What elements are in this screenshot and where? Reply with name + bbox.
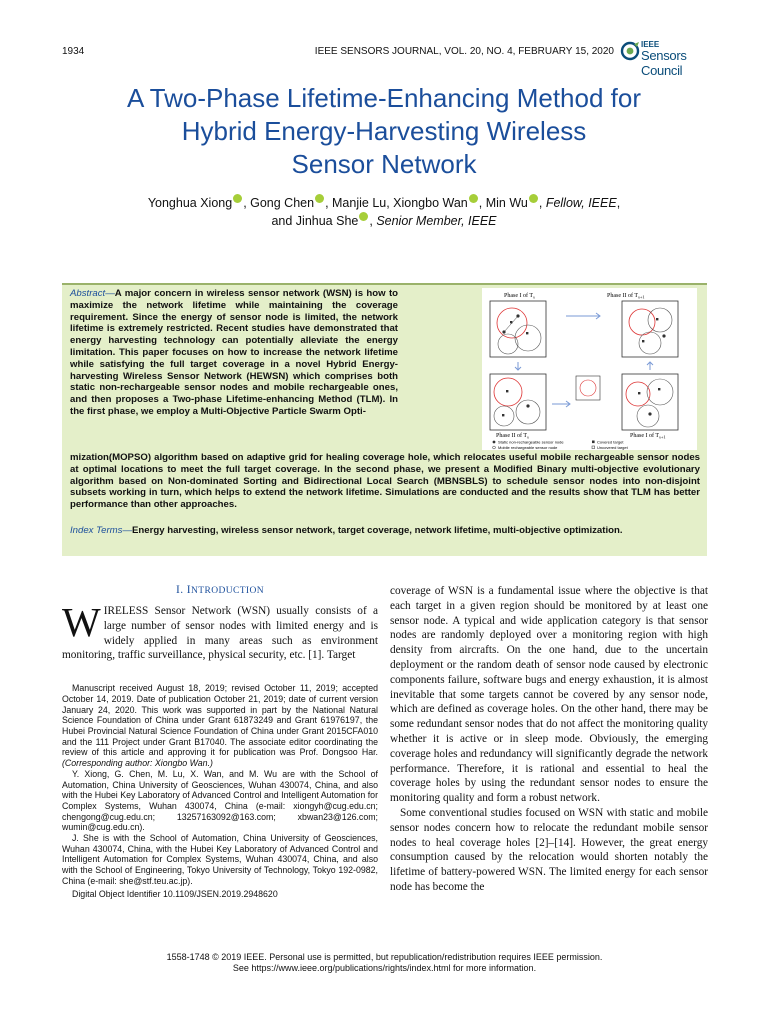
- intro-paragraph-text: IRELESS Sensor Network (WSN) usually consists of a large number of sensor nodes with limited energy and is widely applied in many areas such as environment monitoring, traffic surveillance, physical security, etc. [1]. Target: [62, 605, 378, 662]
- journal-citation: IEEE SENSORS JOURNAL, VOL. 20, NO. 4, FEBRUARY 15, 2020: [314, 46, 614, 57]
- rights-link-line[interactable]: See https://www.ieee.org/publications/rights/index.html for more information.: [232, 963, 537, 973]
- logo-council-text: Sensors Council: [641, 48, 687, 78]
- orcid-icon[interactable]: [469, 194, 478, 203]
- footnote-manuscript-text: Manuscript received August 18, 2019; revised October 11, 2019; accepted October 14, 2019. Date of publication October 21, 2019; date of current version January 24, 2020. This work was supported in part by the National Natural Science Foundation of China under Grant 61873249 and Grant 61976197, the Hubei Provincial Natural Science Foundation of China under Grant 2015CFA010 and the 111 Project under Grant B17040. The associate editor coordinating the review of this article and approving it for publication was Prof. Dongsoo Har.: [62, 683, 378, 758]
- sensors-council-logo: [620, 40, 712, 78]
- fig-panel-bl: [490, 374, 546, 430]
- legend-uncovered: Uncovered target: [597, 445, 628, 450]
- left-column: [62, 584, 378, 899]
- orcid-icon[interactable]: [233, 194, 242, 203]
- fig-label-tr: Phase II of $T_{s+1}$: [607, 293, 645, 300]
- legend-static: Static non-rechargeable sensor node: [498, 439, 564, 445]
- abstract-box: [62, 283, 707, 556]
- author-line-2: [40, 212, 728, 230]
- fig-label-tl: Phase I of $T_s$: [504, 293, 535, 300]
- fig-panel-br: [622, 374, 678, 430]
- section-title-rest: NTRODUCTION: [191, 586, 265, 596]
- abstract-text: [70, 288, 398, 418]
- body-paragraph: Some conventional studies focused on WSN with static and mobile sensor nodes concern how to relocate the redundant mobile sensor nodes to heal coverage holes [2]–[14]. However, the great energy consumption caused by the relocation would shorten notably the lifetime of battery-powered WSN. The limited energy for each sensor node has become the: [390, 806, 708, 893]
- fig-label-bl: Phase II of $T_s$: [496, 433, 529, 440]
- paper-title: [40, 82, 728, 181]
- section-title-initial: I: [186, 584, 191, 596]
- orcid-icon[interactable]: [359, 212, 368, 221]
- intro-paragraph: [62, 599, 378, 663]
- copyright-line: 1558-1748 © 2019 IEEE. Personal use is permitted, but republication/redistribution requires IEEE permission.: [166, 952, 603, 962]
- author-name: , Manjie Lu, Xiongbo Wan: [325, 196, 468, 210]
- abstract-label: Abstract: [70, 288, 106, 299]
- title-line: Hybrid Energy-Harvesting Wireless: [181, 116, 587, 146]
- copyright-footer: [62, 952, 707, 974]
- fig-panel-tr: [622, 301, 678, 357]
- author-name: , Min Wu: [478, 196, 528, 210]
- legend-mobile: Mobile rechargeable sensor node: [498, 445, 558, 450]
- title-line: A Two-Phase Lifetime-Enhancing Method for: [126, 83, 642, 113]
- orcid-icon[interactable]: [315, 194, 324, 203]
- fig-panel-bm: [576, 376, 600, 400]
- footnote-affiliation-1: Y. Xiong, G. Chen, M. Lu, X. Wan, and M. Wu are with the School of Automation, China University of Geosciences, Wuhan 430074, China, and also with the Hubei Key Laboratory of Advanced Control and Intelligent Automation for Complex Systems, Wuhan 430074, China (e-mail: xiongyh@cug.edu.cn; chengong@cug.edu.cn; 13257163092@163.com; xbwan23@126.com; wumin@cug.edu.cn).: [62, 768, 378, 833]
- section-number: I.: [175, 584, 187, 596]
- abstract-part1: A major concern in wireless sensor network (WSN) is how to maximize the network lifetime while maintaining the coverage requirement. Since the energy of sensor node is limited, the network lifetime is extremely restricted. Recent studies have demonstrated that energy harvesting technology can potentially alleviate the energy limitation. This paper focuses on how to increase the network lifetime while satisfying the full target coverage in a novel Hybrid Energy-harvesting Wireless Sensor Network (HEWSN) which comprises both static non-rechargeable sensor nodes and mobile rechargeable ones, and then proposes a Two-phase Lifetime-enhancing Method (TLM). In the first phase, we employ a Multi-Objective Particle Swarm Opti-: [70, 288, 398, 417]
- drop-cap: W: [62, 599, 101, 645]
- author-separator: ,: [369, 214, 377, 228]
- author-list: [40, 194, 728, 230]
- author-separator: ,: [616, 196, 621, 210]
- sensors-council-logo-icon: [620, 41, 640, 61]
- logo-ieee-text: IEEE: [641, 40, 660, 49]
- footnote-block: [62, 683, 378, 899]
- legend-covered: Covered target: [597, 439, 624, 445]
- abstract-dash: —: [105, 288, 115, 299]
- footnote-affiliation-2: J. She is with the School of Automation, China University of Geosciences, Wuhan 430074, China, with the Hubei Key Laboratory of Advanced Control and Intelligent Automation for Complex Systems, Wuhan 430074, China, and also with the School of Engineering, Tokyo University of Technology, Tokyo 192-0982, China (e-mail: she@stf.teu.ac.jp).: [62, 833, 378, 886]
- footnote-doi[interactable]: Digital Object Identifier 10.1109/JSEN.2019.2948620: [72, 888, 278, 899]
- running-header: [62, 40, 712, 78]
- author-name: , Gong Chen: [243, 196, 315, 210]
- fig-panel-tl: [490, 301, 546, 357]
- author-name: and Jinhua She: [271, 214, 359, 228]
- index-terms: [70, 525, 700, 537]
- author-role: Senior Member, IEEE: [376, 214, 497, 228]
- abstract-text-continued: mization(MOPSO) algorithm based on adaptive grid for healing coverage hole, which relocates useful mobile rechargeable sensor nodes at optimal locations to meet the full target coverage. In the second phase, we present a Modified Binary multi-objective evolutionary algorithm based on Non-dominated Sorting and Bidirectional Local Search (MBNSBLS) to schedule sensor nodes into non-disjoint subsets working in turn, which helps to extend the network lifetime. Simulations are conducted and the results show that TLM has better performance than other approaches.: [70, 452, 700, 511]
- author-line-1: [40, 194, 728, 212]
- index-terms-dash: —: [122, 525, 133, 536]
- graphical-abstract-figure: [482, 288, 697, 450]
- footnote-corresponding: (Corresponding author: Xiongbo Wan.): [62, 758, 213, 769]
- title-line: Sensor Network: [291, 149, 477, 179]
- right-column: [390, 584, 708, 895]
- author-name: Yonghua Xiong: [147, 196, 233, 210]
- index-terms-label: Index Terms: [70, 525, 123, 536]
- orcid-icon[interactable]: [529, 194, 538, 203]
- footnote-manuscript: [62, 683, 378, 769]
- author-separator: ,: [538, 196, 546, 210]
- fig-label-br: Phase I of $T_{s+1}$: [630, 433, 666, 440]
- index-terms-text: Energy harvesting, wireless sensor network, target coverage, network lifetime, multi-objective optimization.: [132, 525, 623, 536]
- section-heading-introduction: [62, 584, 378, 596]
- body-paragraph: coverage of WSN is a fundamental issue where the objective is that each target in a given region should be monitored by at least one sensor node. A typical and wide application category is that sensor nodes are randomly deployed over a monitoring region with high density from aircrafts. On the one hand, due to the uncertain deployment or the random death of sensor node caused by electronic components failure, software bugs and energy exhaustion, it is almost inevitable that some targets cannot be covered by any sensor node, which are defined as coverage holes. On the other hand, there may be some redundant sensor nodes that do not affect the monitoring quality whether it is active or in sleep mode. Obviously, the emerging coverage holes and redundancy will significantly degrade the network performance. Therefore, it is rational and essential to heal the coverage holes by using the redundant sensor nodes to ensure the monitoring quality and form a robust network.: [390, 585, 708, 805]
- page-number: 1934: [62, 46, 85, 57]
- author-role: Fellow, IEEE: [545, 196, 617, 210]
